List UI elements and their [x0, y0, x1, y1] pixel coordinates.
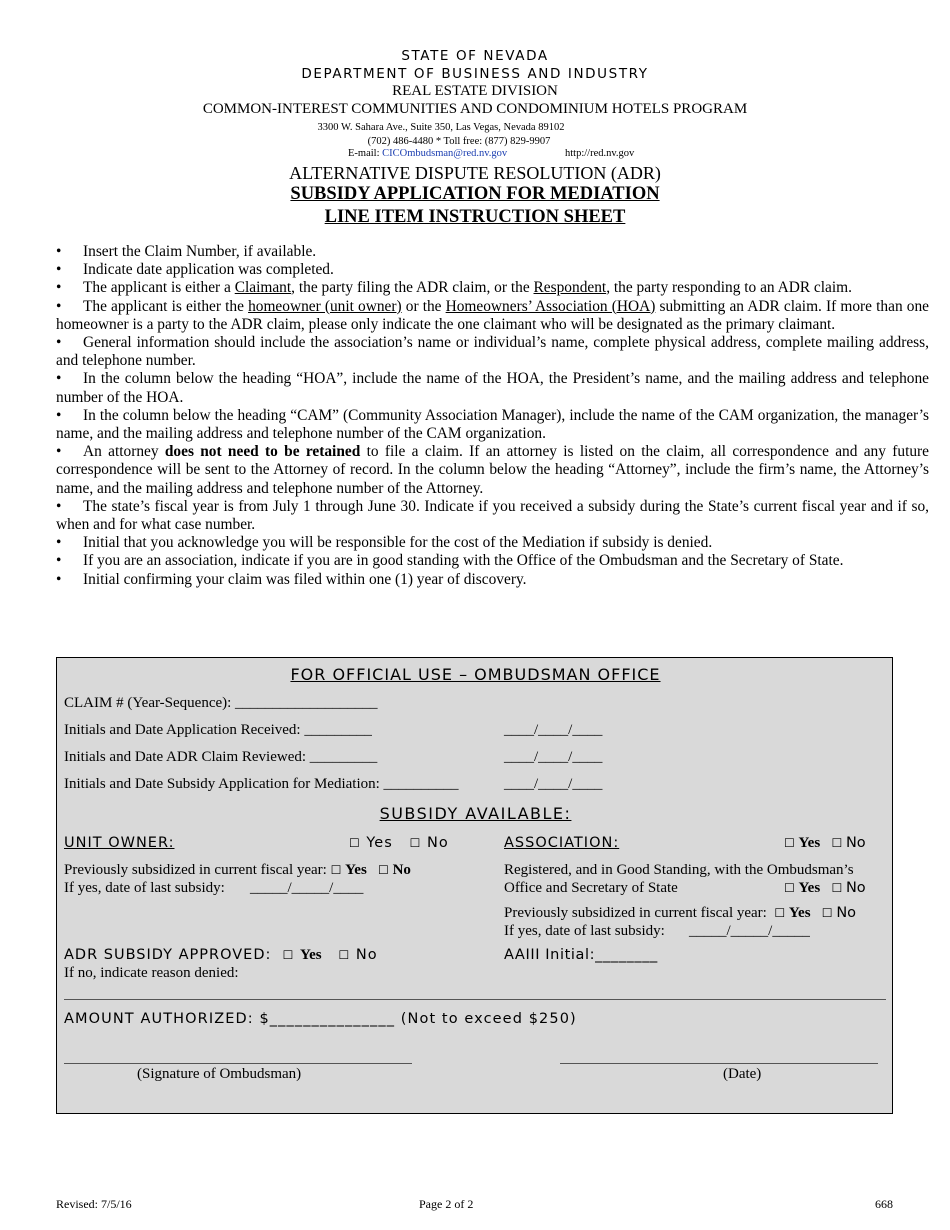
- instruction-item: • Insert the Claim Number, if available.: [56, 243, 929, 261]
- signature-line[interactable]: [64, 1063, 412, 1064]
- instruction-item: • The applicant is either a Claimant, the party filing the ADR claim, or the Respondent, the party responding to an ADR claim.: [56, 279, 929, 297]
- uo-prev-subsidized: Previously subsidized in current fiscal year: ☐ Yes ☐ No: [64, 862, 411, 878]
- checkbox-icon[interactable]: ☐: [378, 863, 389, 877]
- signature-label: (Signature of Ombudsman): [137, 1066, 302, 1082]
- adr-approved: ADR SUBSIDY APPROVED: ☐ Yes ☐ No: [64, 947, 378, 963]
- footer-form-number: 668: [875, 1197, 893, 1211]
- checkbox-icon[interactable]: ☐: [330, 863, 342, 877]
- claim-reviewed-date[interactable]: ____/____/____: [504, 749, 603, 765]
- title-adr: ALTERNATIVE DISPUTE RESOLUTION (ADR): [289, 163, 661, 183]
- assoc-registered-options: ☐ Yes ☐ No: [784, 880, 866, 896]
- unit-owner-options: [349, 835, 449, 851]
- header-state: STATE OF NEVADA: [401, 48, 549, 64]
- subsidy-available-heading: SUBSIDY AVAILABLE:: [379, 804, 572, 823]
- instruction-item: • Initial confirming your claim was filed within one (1) year of discovery.: [56, 571, 929, 589]
- instruction-item: • The state’s fiscal year is from July 1 through June 30. Indicate if you received a subsidy during the State’s current fiscal year and if so, when and for what case number.: [56, 498, 929, 534]
- uo-last-subsidy-date[interactable]: _____/_____/____: [250, 880, 364, 896]
- reason-line[interactable]: [64, 999, 886, 1000]
- header-department: DEPARTMENT OF BUSINESS AND INDUSTRY: [301, 66, 649, 82]
- header-address: 3300 W. Sahara Ave., Suite 350, Las Vegas, Nevada 89102: [317, 122, 565, 133]
- subsidy-app-field[interactable]: Initials and Date Subsidy Application for Mediation: __________: [64, 776, 459, 792]
- instruction-item: • In the column below the heading “CAM” (Community Association Manager), include the name of the CAM organization, the manager’s name, and the mailing address and telephone number of the CAM organization.: [56, 407, 929, 443]
- footer-revised: Revised: 7/5/16: [56, 1197, 132, 1211]
- instruction-item: • If you are an association, indicate if you are in good standing with the Office of the Ombudsman and the Secretary of State.: [56, 552, 929, 570]
- official-use-box: [56, 657, 893, 1114]
- checkbox-icon[interactable]: ☐: [349, 836, 361, 850]
- header-program: COMMON-INTEREST COMMUNITIES AND CONDOMINIUM HOTELS PROGRAM: [202, 101, 748, 117]
- yes-label: Yes: [366, 835, 393, 851]
- association-options: ☐ Yes ☐ No: [784, 835, 866, 851]
- assoc-registered-2: Office and Secretary of State: [504, 880, 678, 896]
- amount-authorized-field[interactable]: AMOUNT AUTHORIZED: $_______________ (Not to exceed $250): [64, 1011, 577, 1027]
- instruction-item: • Initial that you acknowledge you will be responsible for the cost of the Mediation if subsidy is denied.: [56, 534, 929, 552]
- association-heading: ASSOCIATION:: [504, 835, 620, 851]
- title-subsidy: SUBSIDY APPLICATION FOR MEDIATION: [290, 184, 660, 204]
- instruction-item: • Indicate date application was completed.: [56, 261, 929, 279]
- instruction-item: • In the column below the heading “HOA”, include the name of the HOA, the President’s name, and the mailing address and telephone number of the HOA.: [56, 370, 929, 406]
- checkbox-icon[interactable]: ☐: [831, 881, 843, 895]
- header-phone: (702) 486-4480 * Toll free: (877) 829-9907: [367, 136, 551, 147]
- instruction-list: [56, 243, 929, 589]
- checkbox-icon[interactable]: ☐: [784, 881, 795, 895]
- claim-number-field[interactable]: CLAIM # (Year-Sequence): ___________________: [64, 695, 378, 711]
- assoc-last-subsidy-date[interactable]: _____/_____/_____: [689, 923, 810, 939]
- no-label: No: [427, 835, 449, 851]
- aaiii-initial-field[interactable]: AAIII Initial:________: [504, 947, 658, 963]
- assoc-last-subsidy-label: If yes, date of last subsidy:: [504, 923, 665, 939]
- app-received-field[interactable]: Initials and Date Application Received: _________: [64, 722, 372, 738]
- title-instruction: LINE ITEM INSTRUCTION SHEET: [324, 207, 626, 227]
- unit-owner-heading: UNIT OWNER:: [64, 835, 175, 851]
- date-label: (Date): [723, 1066, 762, 1082]
- instruction-item: • An attorney does not need to be retained to file a claim. If an attorney is listed on the claim, all correspondence and any future correspondence will be sent to the Attorney of record. In the column below the heading “Attorney”, include the firm’s name, the Attorney’s name, and the mailing address and telephone number of the Attorney.: [56, 443, 929, 498]
- claim-reviewed-field[interactable]: Initials and Date ADR Claim Reviewed: _________: [64, 749, 378, 765]
- uo-last-subsidy-label: If yes, date of last subsidy:: [64, 880, 225, 896]
- instruction-item: • General information should include the association’s name or individual’s name, complete physical address, complete mailing address, and telephone number.: [56, 334, 929, 370]
- header-website[interactable]: http://red.nv.gov: [565, 148, 635, 159]
- instruction-item: • The applicant is either the homeowner (unit owner) or the Homeowners’ Association (HOA) submitting an ADR claim. If more than one homeowner is a party to the ADR claim, please only indicate the one claimant who will be designated as the primary claimant.: [56, 298, 929, 334]
- checkbox-icon[interactable]: ☐: [338, 948, 351, 962]
- checkbox-icon[interactable]: ☐: [409, 836, 422, 850]
- header-email-link[interactable]: CICOmbudsman@red.nv.gov: [382, 148, 508, 159]
- assoc-registered-1: Registered, and in Good Standing, with the Ombudsman’s: [504, 862, 854, 878]
- official-use-title: FOR OFFICIAL USE – OMBUDSMAN OFFICE: [290, 665, 661, 684]
- assoc-prev-subsidized: Previously subsidized in current fiscal year: ☐ Yes ☐ No: [504, 905, 857, 921]
- checkbox-icon[interactable]: ☐: [282, 948, 295, 962]
- checkbox-icon[interactable]: ☐: [784, 836, 795, 850]
- date-line[interactable]: [560, 1063, 878, 1064]
- header-email-label: E-mail:: [348, 148, 383, 159]
- checkbox-icon[interactable]: ☐: [831, 836, 843, 850]
- checkbox-icon[interactable]: ☐: [774, 906, 786, 920]
- header-division: REAL ESTATE DIVISION: [392, 83, 558, 99]
- app-received-date[interactable]: ____/____/____: [504, 722, 603, 738]
- footer-page: Page 2 of 2: [419, 1197, 474, 1211]
- header-email-line: [348, 148, 507, 159]
- reason-denied-label: If no, indicate reason denied:: [64, 965, 239, 981]
- subsidy-app-date[interactable]: ____/____/____: [504, 776, 603, 792]
- checkbox-icon[interactable]: ☐: [821, 906, 833, 920]
